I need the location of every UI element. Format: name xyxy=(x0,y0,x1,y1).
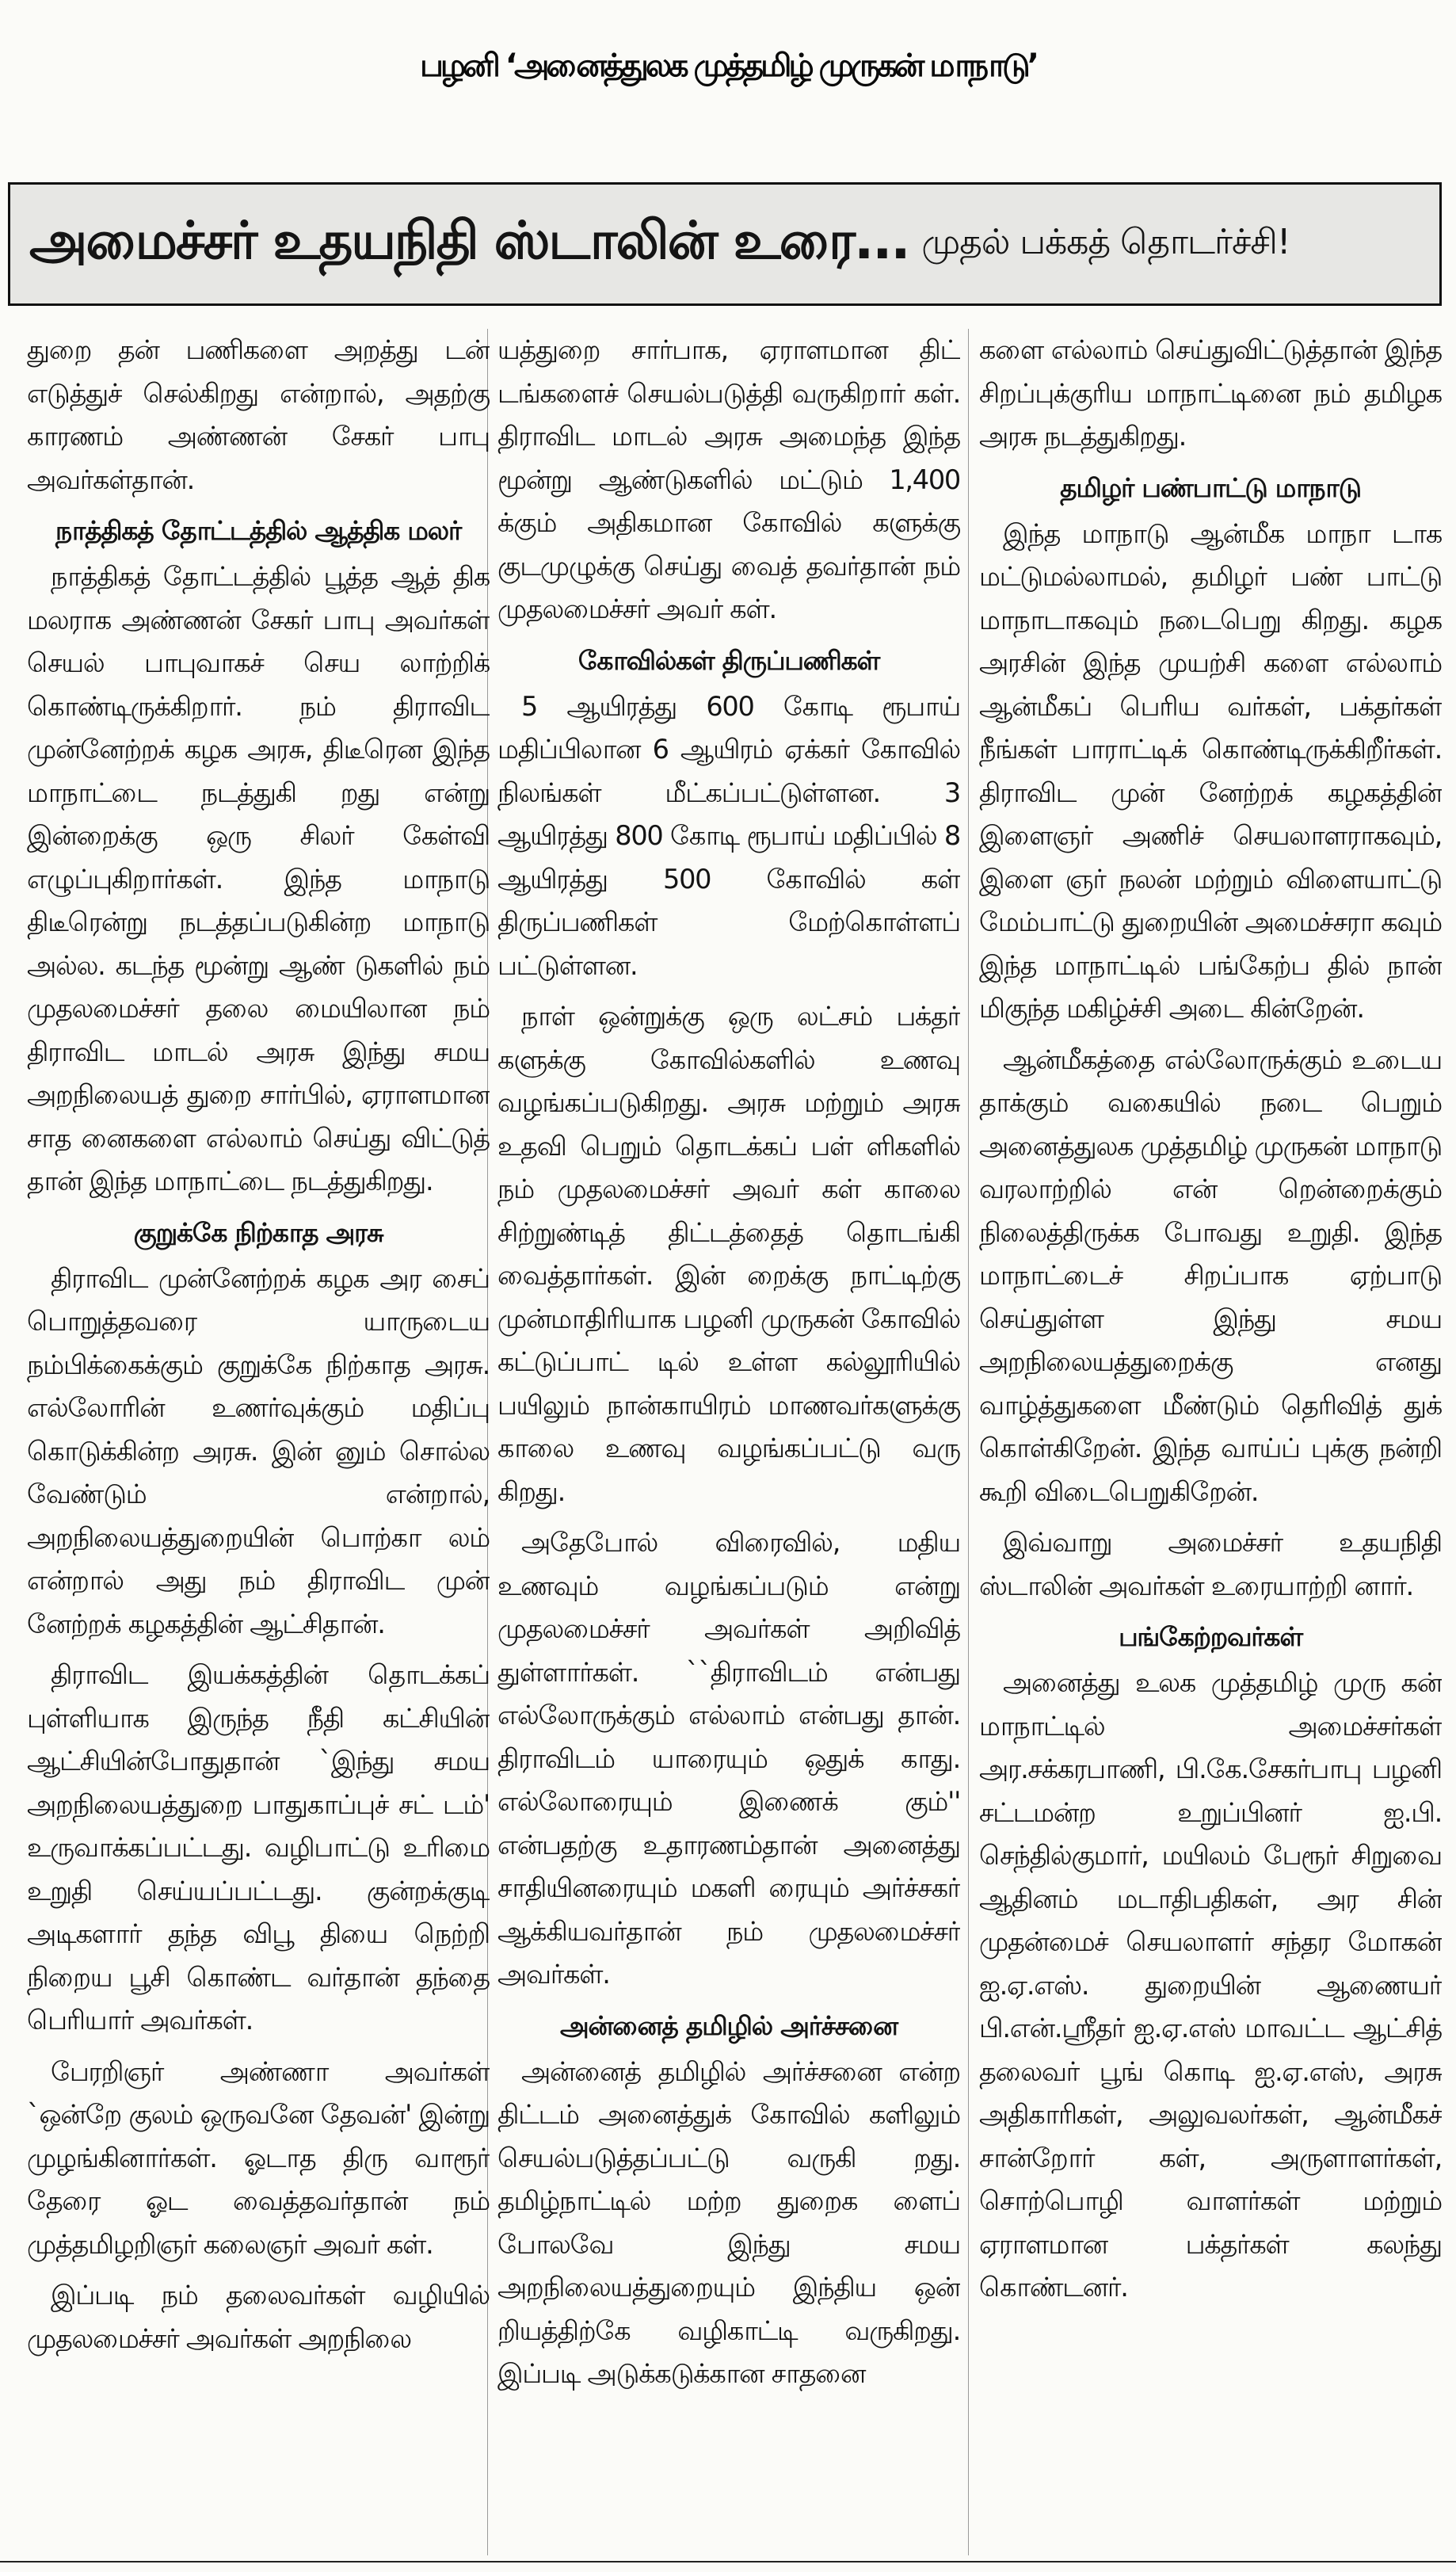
article-column-3 xyxy=(979,329,1442,2555)
section-subheading: அன்னைத் தமிழில் அர்ச்சனை xyxy=(560,2009,898,2041)
section-subheading: குறுக்கே நிற்காத அரசு xyxy=(133,1216,383,1248)
subheadline-main: அமைச்சர் உதயநிதி ஸ்டாலின் உரை... xyxy=(29,210,909,271)
article-paragraph: இவ்வாறு அமைச்சர் உதயநிதி ஸ்டாலின் அவர்கள் உரையாற்றி னார். xyxy=(979,1527,1442,1601)
article-paragraph: யத்துறை சார்பாக, ஏராளமான திட் டங்களைச் செயல்படுத்தி வருகிறார் கள். திராவிட மாடல் அரசு அமைந்த இந்த மூன்று ஆண்டுகளில் மட்டும் 1,400 க்கும் அதிகமான கோவில் களுக்கு குடமுழுக்கு செய்து வைத் தவர்தான் நம் முதலமைச்சர் அவர் கள். xyxy=(497,334,960,624)
article-paragraph: இப்படி நம் தலைவர்கள் வழியில் முதலமைச்சர் அவர்கள் அறநிலை xyxy=(27,2280,490,2354)
bottom-rule xyxy=(0,2561,1456,2562)
section-subheading: பங்கேற்றவர்கள் xyxy=(1119,1621,1302,1652)
article-paragraph: இந்த மாநாடு ஆன்மீக மாநா டாக மட்டுமல்லாமல், தமிழர் பண் பாட்டு மாநாடாகவும் நடைபெறு கிறது. கழக அரசின் இந்த முயற்சி களை எல்லாம் ஆன்மீகப் பெரிய வர்கள், பக்தர்கள் நீங்கள் பாராட்டிக் கொண்டிருக்கிறீர்கள். திராவிட முன் னேற்றக் கழகத்தின் இளைஞர் அணிச் செயலாளராகவும், இளை ஞர் நலன் மற்றும் விளையாட்டு மேம்பாட்டு துறையின் அமைச்சரா கவும் இந்த மாநாட்டில் பங்கேற்ப தில் நான் மிகுந்த மகிழ்ச்சி அடை கின்றேன். xyxy=(979,517,1442,1024)
article-paragraph: பேரறிஞர் அண்ணா அவர்கள் `ஒன்றே குலம் ஒருவனே தேவன்' இன்று முழங்கினார்கள். ஓடாத திரு வாரூர் தேரை ஓட வைத்தவர்தான் நம் முத்தமிழறிஞர் கலைஞர் அவர் கள். xyxy=(27,2055,490,2260)
article-paragraph: அனைத்து உலக முத்தமிழ் முரு கன் மாநாட்டில் அமைச்சர்கள் அர.சக்கரபாணி, பி.கே.சேகர்பாபு பழனி சட்டமன்ற உறுப்பினர் ஐ.பி. செந்தில்குமார், மயிலம் பேரூர் சிறுவை ஆதினம் மடாதிபதிகள், அர சின் முதன்மைச் செயலாளர் சந்தர மோகன் ஐ.ஏ.எஸ். துறையின் ஆணையர் பி.என்.ஸ்ரீதர் ஐ.ஏ.எஸ் மாவட்ட ஆட்சித் தலைவர் பூங் கொடி ஐ.ஏ.எஸ், அரசு அதிகாரிகள், அலுவலர்கள், ஆன்மீகச் சான்றோர் கள், அருளாளர்கள், சொற்பொழி வாளர்கள் மற்றும் ஏராளமான பக்தர்கள் கலந்து கொண்டனர். xyxy=(979,1667,1442,2303)
column-divider xyxy=(968,329,969,2555)
subheadline-box xyxy=(8,182,1442,306)
article-paragraph: ஆன்மீகத்தை எல்லோருக்கும் உடைய தாக்கும் வகையில் நடை பெறும் அனைத்துலக முத்தமிழ் முருகன் மாநாடு வரலாற்றில் என் றென்றைக்கும் நிலைத்திருக்க போவது உறுதி. இந்த மாநாட்டைச் சிறப்பாக ஏற்பாடு செய்துள்ள இந்து சமய அறநிலையத்துறைக்கு எனது வாழ்த்துகளை மீண்டும் தெரிவித் துக் கொள்கிறேன். இந்த வாய்ப் புக்கு நன்றி கூறி விடைபெறுகிறேன். xyxy=(979,1044,1442,1507)
article-paragraph: அதேபோல் விரைவில், மதிய உணவும் வழங்கப்படும் என்று முதலமைச்சர் அவர்கள் அறிவித் துள்ளார்கள். ``திராவிடம் என்பது எல்லோருக்கும் எல்லாம் என்பது தான். திராவிடம் யாரையும் ஒதுக் காது. எல்லோரையும் இணைக் கும்'' என்பதற்கு உதாரணம்தான் அனைத்து சாதியினரையும் மகளி ரையும் அர்ச்சகர் ஆக்கியவர்தான் நம் முதலமைச்சர் அவர்கள். xyxy=(497,1527,960,1990)
section-subheading: கோவில்கள் திருப்பணிகள் xyxy=(577,644,880,676)
section-subheading: நாத்திகத் தோட்டத்தில் ஆத்திக மலர் xyxy=(55,515,461,546)
article-paragraph: திராவிட இயக்கத்தின் தொடக்கப் புள்ளியாக இருந்த நீதி கட்சியின் ஆட்சியின்போதுதான் `இந்து சமய அறநிலையத்துறை பாதுகாப்புச் சட் டம்' உருவாக்கப்பட்டது. வழிபாட்டு உரிமை உறுதி செய்யப்பட்டது. குன்றக்குடி அடிகளார் தந்த விபூ தியை நெற்றி நிறைய பூசி கொண்ட வர்தான் தந்தை பெரியார் அவர்கள். xyxy=(27,1659,490,2036)
article-paragraph: திராவிட முன்னேற்றக் கழக அர சைப் பொறுத்தவரை யாருடைய நம்பிக்கைக்கும் குறுக்கே நிற்காத அரசு. எல்லோரின் உணர்வுக்கும் மதிப்பு கொடுக்கின்ற அரசு. இன் னும் சொல்ல வேண்டும் என்றால், அறநிலையத்துறையின் பொற்கா லம் என்றால் அது நம் திராவிட முன் னேற்றக் கழகத்தின் ஆட்சிதான். xyxy=(27,1262,490,1639)
article-paragraph: அன்னைத் தமிழில் அர்ச்சனை என்ற திட்டம் அனைத்துக் கோவில் களிலும் செயல்படுத்தப்பட்டு வருகி றது. தமிழ்நாட்டில் மற்ற துறைக ளைப் போலவே இந்து சமய அறநிலையத்துறையும் இந்திய ஒன் றியத்திற்கே வழிகாட்டி வருகிறது. இப்படி அடுக்கடுக்கான சாதனை xyxy=(497,2055,960,2389)
article-paragraph: நாள் ஒன்றுக்கு ஒரு லட்சம் பக்தர் களுக்கு கோவில்களில் உணவு வழங்கப்படுகிறது. அரசு மற்றும் அரசு உதவி பெறும் தொடக்கப் பள் ளிகளில் நம் முதலமைச்சர் அவர் கள் காலை சிற்றுண்டித் திட்டத்தைத் தொடங்கி வைத்தார்கள். இன் றைக்கு நாட்டிற்கு முன்மாதிரியாக பழனி முருகன் கோவில் கட்டுப்பாட் டில் உள்ள கல்லூரியில் பயிலும் நான்காயிரம் மாணவர்களுக்கு காலை உணவு வழங்கப்பட்டு வரு கிறது. xyxy=(497,1001,960,1507)
article-paragraph: 5 ஆயிரத்து 600 கோடி ரூபாய் மதிப்பிலான 6 ஆயிரம் ஏக்கர் கோவில் நிலங்கள் மீட்கப்பட்டுள்ளன. 3 ஆயிரத்து 800 கோடி ரூபாய் மதிப்பில் 8 ஆயிரத்து 500 கோவில் கள் திருப்பணிகள் மேற்கொள்ளப் பட்டுள்ளன. xyxy=(497,690,960,981)
article-column-2 xyxy=(497,329,960,2555)
article-column-1 xyxy=(27,329,490,2555)
article-paragraph: களை எல்லாம் செய்துவிட்டுத்தான் இந்த சிறப்புக்குரிய மாநாட்டினை நம் தமிழக அரசு நடத்துகிறது. xyxy=(979,334,1442,452)
subheadline-continuation: முதல் பக்கத் தொடர்ச்சி! xyxy=(921,221,1290,262)
article-paragraph: நாத்திகத் தோட்டத்தில் பூத்த ஆத் திக மலராக அண்ணன் சேகர் பாபு அவர்கள் செயல் பாபுவாகச் செய லாற்றிக் கொண்டிருக்கிறார். நம் திராவிட முன்னேற்றக் கழக அரசு, திடீரென இந்த மாநாட்டை நடத்துகி றது என்று இன்றைக்கு ஒரு சிலர் கேள்வி எழுப்புகிறார்கள். இந்த மாநாடு திடீரென்று நடத்தப்படுகின்ற மாநாடு அல்ல. கடந்த மூன்று ஆண் டுகளில் நம் முதலமைச்சர் தலை மையிலான நம் திராவிட மாடல் அரசு இந்து சமய அறநிலையத் துறை சார்பில், ஏராளமான சாத னைகளை எல்லாம் செய்து விட்டுத் தான் இந்த மாநாட்டை நடத்துகிறது. xyxy=(27,561,490,1196)
page-headline: பழனி ‘அனைத்துலக முத்தமிழ் முருகன் மாநாடு’ xyxy=(420,47,1036,84)
section-subheading: தமிழர் பண்பாட்டு மாநாடு xyxy=(1060,471,1361,503)
article-paragraph: துறை தன் பணிகளை அறத்து டன் எடுத்துச் செல்கிறது என்றால், அதற்கு காரணம் அண்ணன் சேகர் பாபு அவர்கள்தான். xyxy=(27,334,490,495)
